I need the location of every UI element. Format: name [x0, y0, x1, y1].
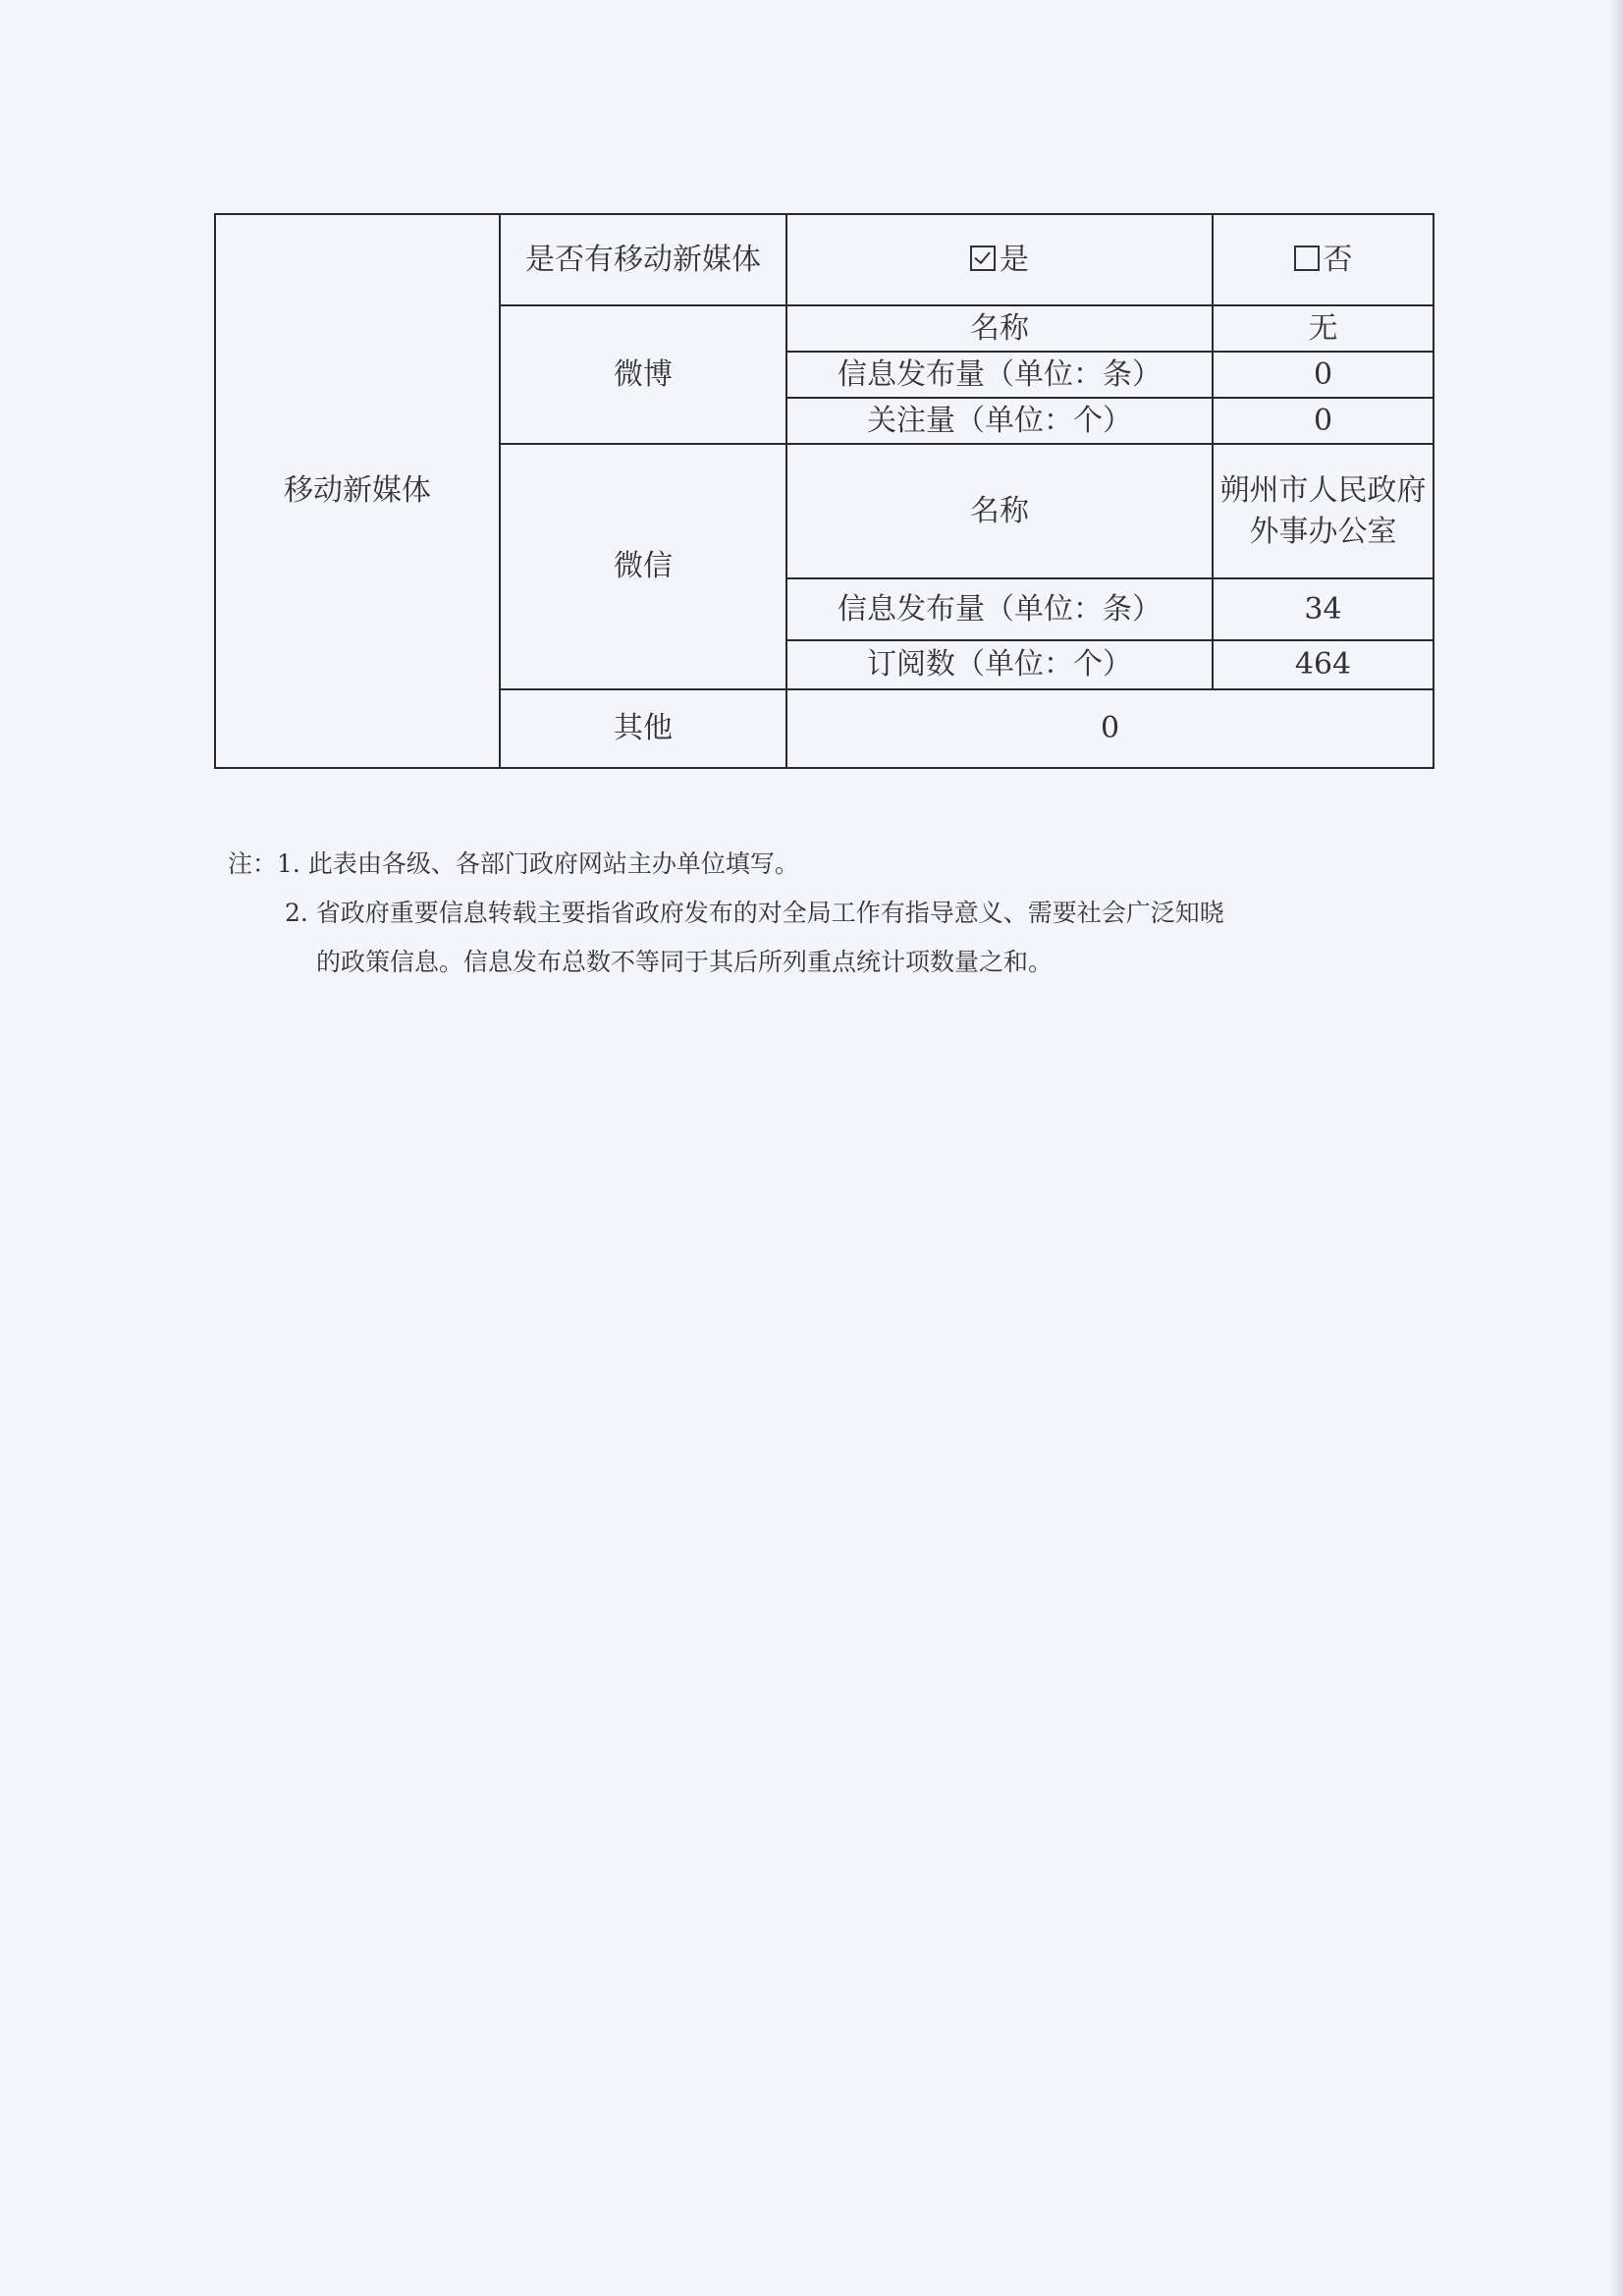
note-1-text: 1. 此表由各级、各部门政府网站主办单位填写。 [277, 849, 799, 878]
weibo-field-followers: 关注量（单位：个） [786, 398, 1213, 444]
unchecked-checkbox-icon [1294, 246, 1320, 271]
weibo-field-posts: 信息发布量（单位：条） [786, 352, 1213, 398]
wechat-value-subscribers: 464 [1213, 640, 1434, 689]
weibo-field-name: 名称 [786, 305, 1213, 352]
section-label-cell: 移动新媒体 [215, 214, 500, 768]
has-media-label-cell: 是否有移动新媒体 [500, 214, 786, 305]
wechat-value-posts: 34 [1213, 578, 1434, 640]
note-2-line-1: 2. 省政府重要信息转载主要指省政府发布的对全局工作有指导意义、需要社会广泛知晓 [285, 899, 1224, 927]
wechat-value-name: 朔州市人民政府外事办公室 [1213, 444, 1434, 578]
checked-checkbox-icon [970, 246, 996, 271]
notes-section [228, 840, 1396, 987]
yes-label: 是 [1000, 242, 1029, 277]
weibo-value-posts: 0 [1213, 352, 1434, 398]
wechat-label-cell: 微信 [500, 444, 786, 689]
wechat-field-name: 名称 [786, 444, 1213, 578]
note-1 [228, 840, 1396, 889]
weibo-value-name: 无 [1213, 305, 1434, 352]
other-label-cell: 其他 [500, 689, 786, 768]
wechat-field-posts: 信息发布量（单位：条） [786, 578, 1213, 640]
other-value-cell: 0 [786, 689, 1434, 768]
wechat-field-subscribers: 订阅数（单位：个） [786, 640, 1213, 689]
notes-prefix: 注： [228, 849, 278, 878]
weibo-value-followers: 0 [1213, 398, 1434, 444]
table-row-has-media [215, 214, 1434, 305]
mobile-media-table [214, 213, 1434, 769]
page-edge-shadow [1609, 0, 1623, 2296]
yes-option-cell [786, 214, 1213, 305]
no-option-cell [1213, 214, 1434, 305]
weibo-label-cell: 微博 [500, 305, 786, 444]
no-label: 否 [1323, 242, 1353, 277]
note-2-line-2: 的政策信息。信息发布总数不等同于其后所列重点统计项数量之和。 [316, 948, 1054, 976]
